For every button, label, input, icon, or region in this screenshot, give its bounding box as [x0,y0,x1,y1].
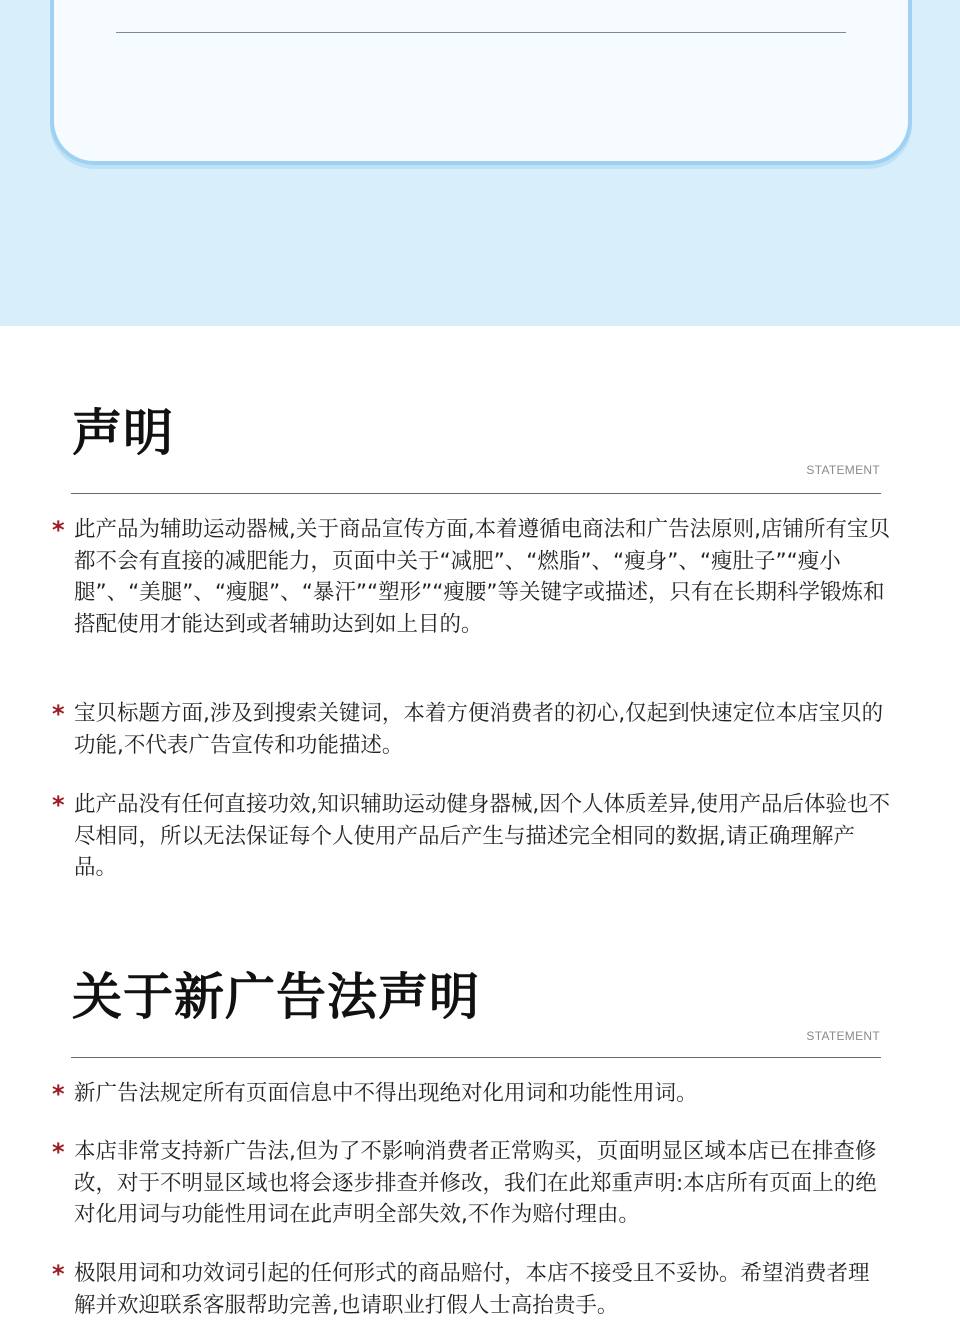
statement-item-1 [52,514,890,640]
section-divider-ad-law [71,1057,881,1058]
section-tag-statement: STATEMENT [806,463,880,477]
section-divider-statement [71,493,881,494]
bullet-star-icon: * [52,791,65,819]
ad-law-item-1 [52,1078,890,1110]
ad-law-item-3 [52,1258,890,1321]
bullet-star-icon: * [52,1260,65,1288]
ad-law-item-1-text: 新广告法规定所有页面信息中不得出现绝对化用词和功能性用词。 [74,1081,698,1106]
statement-item-1-text: 此产品为辅助运动器械,关于商品宣传方面,本着遵循电商法和广告法原则,店铺所有宝贝都不会有直接的减肥能力，页面中关于“减肥”、“燃脂”、“瘦身”、“瘦肚子”“瘦小腿”、“美腿”、“瘦腿”、“暴汗”“塑形”“瘦腰”等关键字或描述，只有在长期科学锻炼和搭配使用才能达到或者辅助达到如上目的。 [74,517,891,637]
bullet-star-icon: * [52,516,65,544]
info-card [50,0,912,165]
bullet-star-icon: * [52,700,65,728]
statement-item-2-text: 宝贝标题方面,涉及到搜索关键词，本着方便消费者的初心,仅起到快速定位本店宝贝的功能,不代表广告宣传和功能描述。 [74,701,884,758]
section-tag-ad-law: STATEMENT [806,1029,880,1043]
section-title-statement: 声明 [72,404,174,462]
statement-item-3-text: 此产品没有任何直接功效,知识辅助运动健身器械,因个人体质差异,使用产品后体验也不尽相同，所以无法保证每个人使用产品后产生与描述完全相同的数据,请正确理解产品。 [74,792,891,880]
ad-law-item-3-text: 极限用词和功效词引起的任何形式的商品赔付，本店不接受且不妥协。希望消费者理解并欢迎联系客服帮助完善,也请职业打假人士高抬贵手。 [74,1261,870,1318]
card-divider [116,32,846,33]
statement-item-3 [52,789,890,884]
ad-law-item-2-text: 本店非常支持新广告法,但为了不影响消费者正常购买，页面明显区域本店已在排查修改，对于不明显区域也将会逐步排查并修改，我们在此郑重声明:本店所有页面上的绝对化用词与功能性用词在此声明全部失效,不作为赔付理由。 [74,1139,877,1227]
section-title-ad-law: 关于新广告法声明 [72,968,480,1026]
ad-law-item-2 [52,1136,890,1231]
statement-item-2 [52,698,890,761]
bullet-star-icon: * [52,1080,65,1108]
bullet-star-icon: * [52,1138,65,1166]
top-banner [0,0,960,326]
